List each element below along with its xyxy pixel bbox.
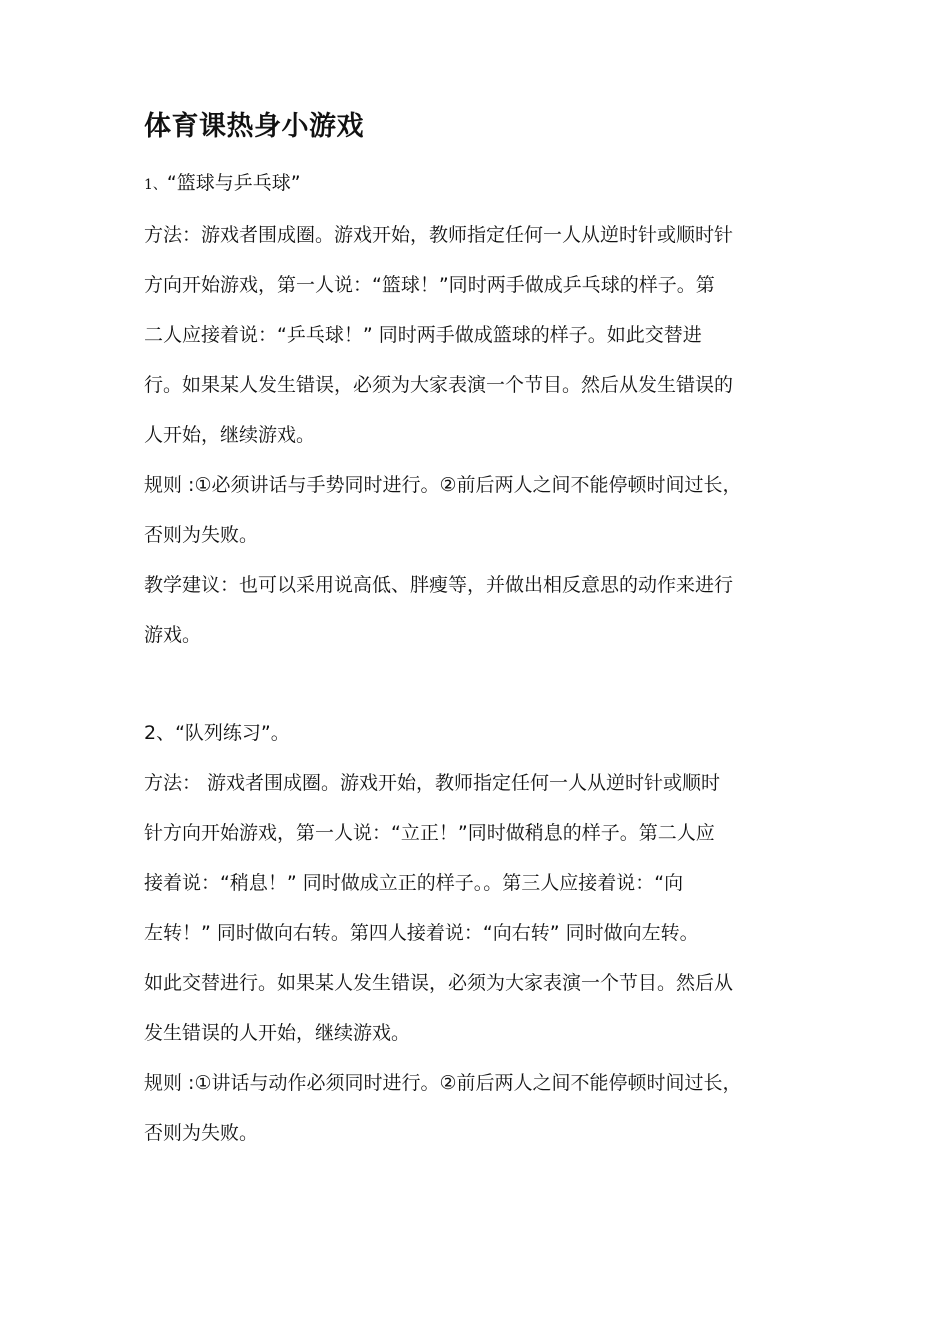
- section-1: [144, 158, 819, 660]
- section-2-line-6: 发生错误的人开始，继续游戏。: [144, 1022, 411, 1044]
- section-1-line-9: 游戏。: [144, 624, 202, 646]
- section-divider: [144, 660, 819, 708]
- section-1-heading: [144, 158, 819, 210]
- section-1-line-8: 教学建议：也可以采用说高低、胖瘦等，并做出相反意思的动作来进行: [144, 574, 734, 596]
- section-1-line-3: 二人应接着说：“乒乓球！” 同时两手做成篮球的样子。如此交替进: [144, 324, 702, 346]
- section-2-line-4: 左转！” 同时做向右转。第四人接着说：“向右转” 同时做向左转。: [144, 922, 699, 944]
- section-2-line-1: 方法： 游戏者围成圈。游戏开始，教师指定任何一人从逆时针或顺时: [144, 772, 721, 794]
- section-2-number: 2、: [144, 722, 176, 744]
- section-2-line-7: 规则 :①讲话与动作必须同时进行。②前后两人之间不能停顿时间过长，: [144, 1072, 742, 1094]
- section-1-number: 1、: [144, 177, 167, 193]
- section-2-title: “队列练习”。: [175, 722, 290, 744]
- section-1-line-6: 规则 :①必须讲话与手势同时进行。②前后两人之间不能停顿时间过长，: [144, 474, 742, 496]
- section-2-line-5: 如此交替进行。如果某人发生错误，必须为大家表演一个节目。然后从: [144, 972, 734, 994]
- section-1-line-4: 行。如果某人发生错误，必须为大家表演一个节目。然后从发生错误的: [144, 374, 734, 396]
- section-2-line-3: 接着说：“稍息！” 同时做成立正的样子。。第三人应接着说：“向: [144, 872, 684, 894]
- section-1-title: “篮球与乒乓球”: [166, 172, 301, 194]
- section-2-line-2: 针方向开始游戏，第一人说：“立正！”同时做稍息的样子。第二人应: [144, 822, 715, 844]
- section-1-line-5: 人开始，继续游戏。: [144, 424, 316, 446]
- section-2-line-8: 否则为失败。: [144, 1122, 259, 1144]
- document-title: 体育课热身小游戏: [144, 111, 364, 142]
- section-1-line-2: 方向开始游戏，第一人说：“篮球！”同时两手做成乒乓球的样子。第: [144, 274, 715, 296]
- section-1-line-1: 方法：游戏者围成圈。游戏开始，教师指定任何一人从逆时针或顺时针: [144, 224, 734, 246]
- document-body: [144, 104, 819, 1158]
- section-2: [144, 708, 819, 1158]
- section-2-heading: [144, 708, 819, 758]
- section-1-line-7: 否则为失败。: [144, 524, 259, 546]
